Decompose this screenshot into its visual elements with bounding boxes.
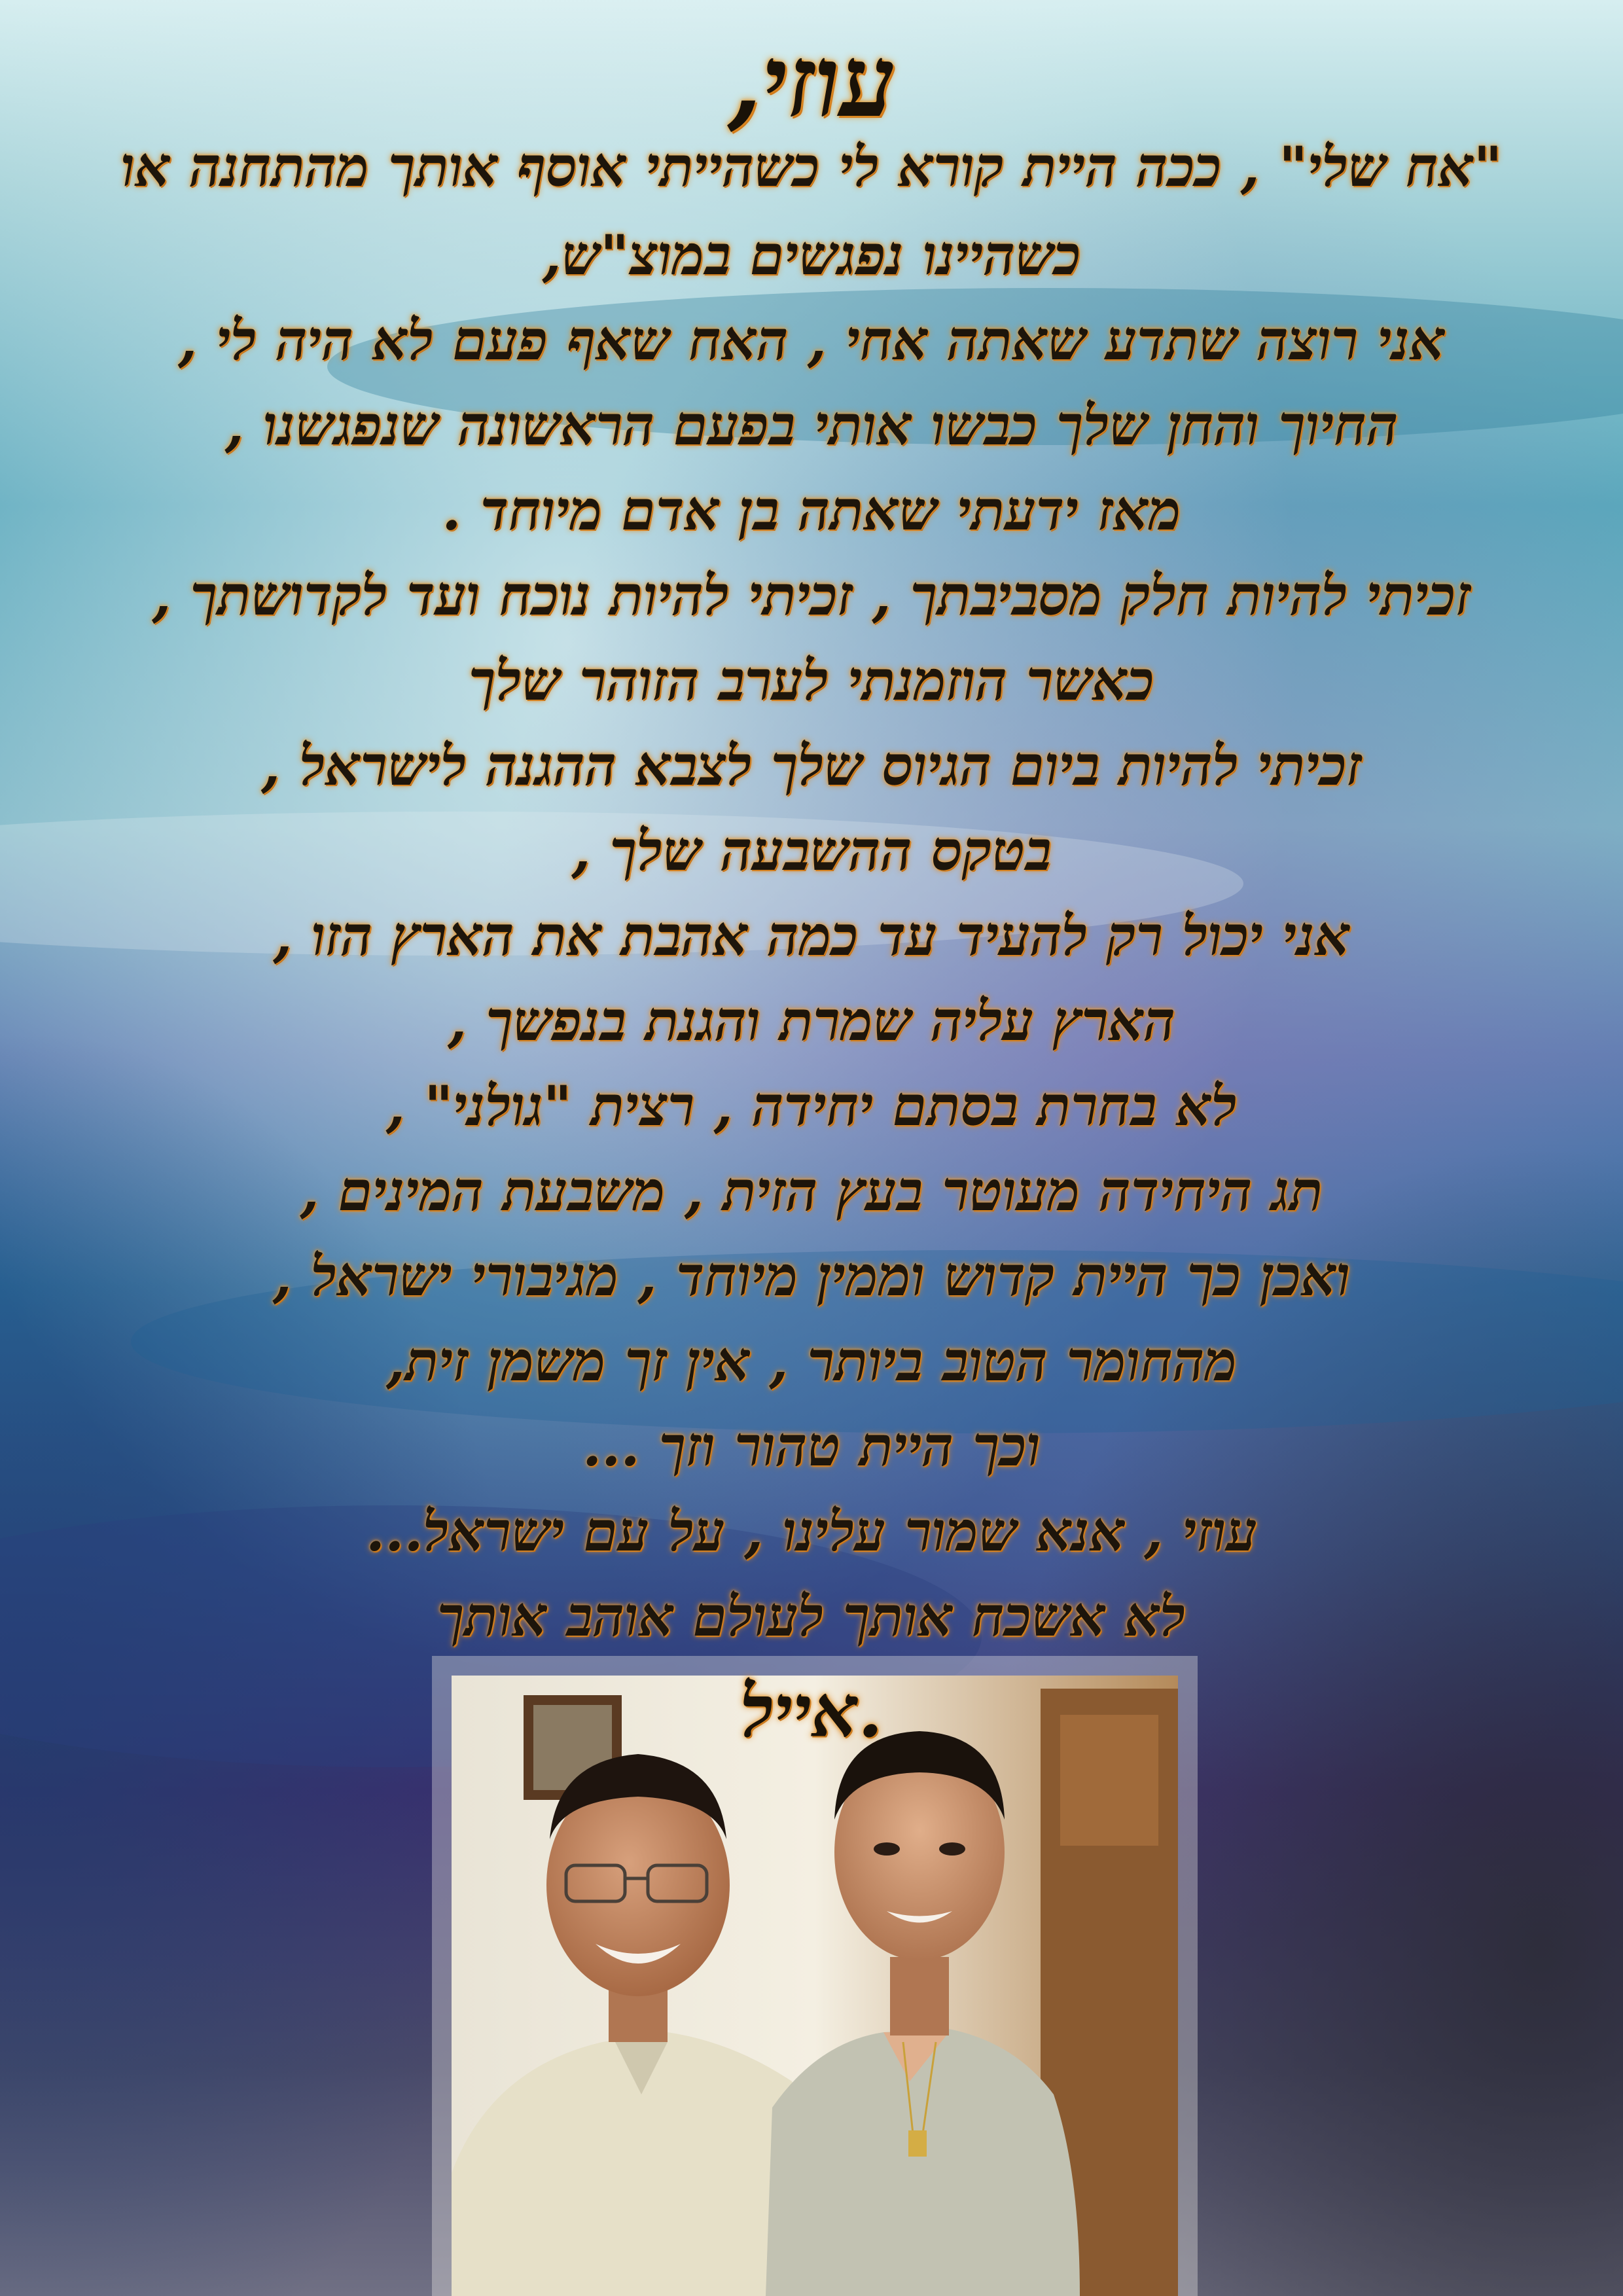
letter-line: ואכן כך היית קדוש וממין מיוחד , מגיבורי ישראל , xyxy=(272,1244,1351,1308)
letter-line: זכיתי להיות חלק מסביבתך , זכיתי להיות נוכח ועד לקדושתך , xyxy=(152,563,1471,628)
letter-line: בטקס ההשבעה שלך , xyxy=(571,818,1052,883)
letter-line: תג היחידה מעוטר בעץ הזית , משבעת המינים , xyxy=(300,1158,1323,1223)
letter-line: הארץ עליה שמרת והגנת בנפשך , xyxy=(448,988,1175,1053)
portrait-photo xyxy=(452,1676,1178,2296)
letter-line: וכך היית טהור וזך ... xyxy=(582,1414,1041,1479)
signature: אייל. xyxy=(740,1669,883,1753)
letter-line: כאשר הוזמנתי לערב הזוהר שלך xyxy=(469,648,1154,713)
letter-line: "אח שלי" , ככה היית קורא לי כשהייתי אוסף אותך מהתחנה או xyxy=(120,134,1503,199)
letter-line: כשהיינו נפגשים במוצ"ש, xyxy=(542,223,1081,287)
letter-line: לא אשכח אותך לעולם אוהב אותך xyxy=(437,1584,1186,1649)
letter-line: מאז ידעתי שאתה בן אדם מיוחד . xyxy=(442,478,1181,543)
letter-line: זכיתי להיות ביום הגיוס שלך לצבא ההגנה לישראל , xyxy=(260,733,1363,798)
letter-line: עוזי , אנא שמור עלינו , על עם ישראל... xyxy=(365,1499,1258,1564)
letter-line: לא בחרת בסתם יחידה , רצית "גולני" , xyxy=(385,1073,1238,1138)
letter-line: החיוך והחן שלך כבשו אותי בפעם הראשונה שנפגשנו , xyxy=(224,393,1399,457)
letter-line: אני יכול רק להעיד עד כמה אהבת את הארץ הזו , xyxy=(273,903,1350,968)
letter-line: אני רוצה שתדע שאתה אחי , האח שאף פעם לא היה לי , xyxy=(178,308,1445,372)
letter-title: עוזי, xyxy=(727,24,896,139)
letter-line: מהחומר הטוב ביותר , אין זך משמן זית, xyxy=(385,1329,1238,1393)
